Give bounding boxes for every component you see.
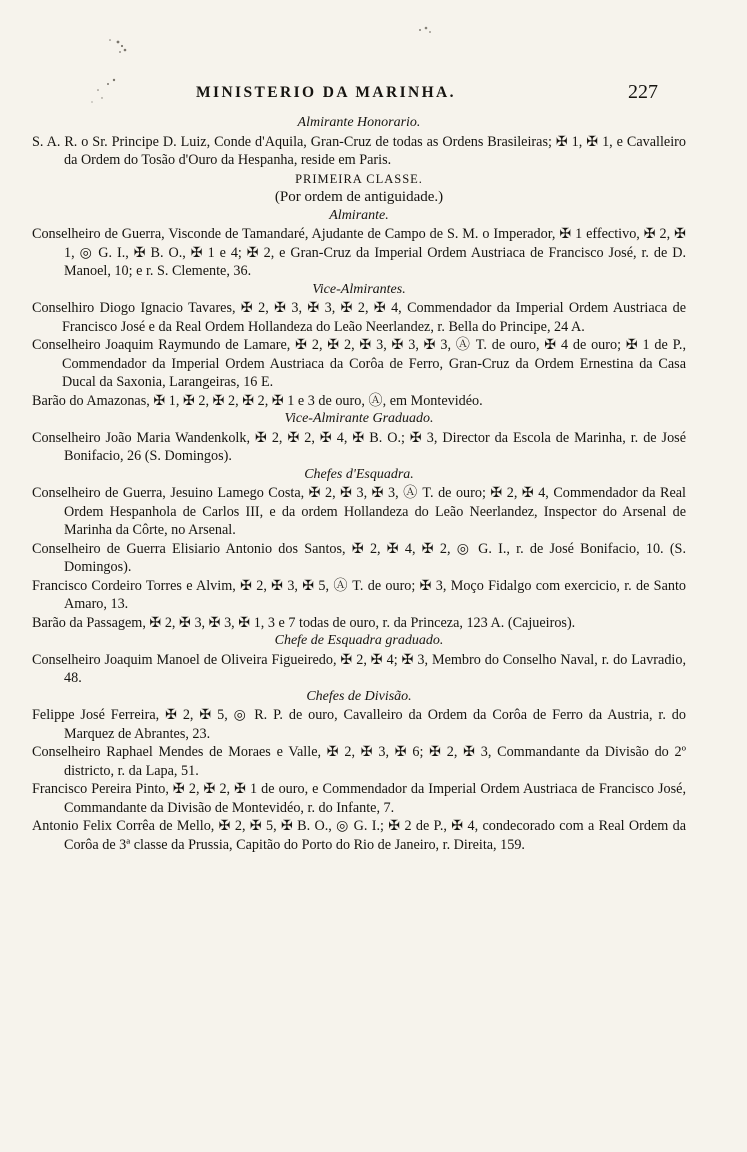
section-heading: Almirante Honorario. [297,115,421,130]
page-number: 227 [628,81,658,103]
page-header [0,81,747,108]
section-heading: Vice-Almirantes. [312,281,406,297]
list-entry: Conselheiro Joaquim Raymundo de Lamare, ✠ 2, ✠ 2, ✠ 3, ✠ 3, ✠ 3, Ⓐ T. de ouro, ✠ 4 de ouro; ✠ 1 de P., Commendador da Imperial Ordem Austriaca da Corôa de Ferro, Gran-Cruz da Ordem Ernestina da Casa Ducal da Saxonia, Larangeiras, 16 E. [32,337,686,390]
running-title: MINISTERIO DA MARINHA. [196,84,456,101]
page-body [32,114,686,854]
section-heading: Chefes de Divisão. [306,688,412,704]
list-entry: Barão da Passagem, ✠ 2, ✠ 3, ✠ 3, ✠ 1, 3 e 7 todas de ouro, r. da Princeza, 123 A. (Cajueiros). [32,614,576,631]
section-subheading: (Por ordem de antiguidade.) [274,189,444,205]
list-entry: Conselhiro Diogo Ignacio Tavares, ✠ 2, ✠ 3, ✠ 3, ✠ 2, ✠ 4, Commendador da Imperial Ordem Austriaca de Francisco José e da Real Ordem Hollandeza do Leão Neerlandez, r. Bella do Principe, 24 A. [32,300,686,335]
list-entry: Conselheiro de Guerra, Jesuino Lamego Costa, ✠ 2, ✠ 3, ✠ 3, Ⓐ T. de ouro; ✠ 2, ✠ 4, Commendador da Real Ordem Hespanhola de Carlos III, e da ordem Hollandeza do Leão Neerlandez, Inspector do Arsenal de Marinha da Côrte, no Arsenal. [32,485,686,538]
section-heading: PRIMEIRA CLASSE. [295,171,423,186]
section-heading: Vice-Almirante Graduado. [284,411,434,426]
list-entry: Francisco Pereira Pinto, ✠ 2, ✠ 2, ✠ 1 de ouro, e Commendador da Imperial Ordem Austriaca de Francisco José, Commandante da Divisão de Montevidéo, r. do Infante, 7. [32,781,686,816]
list-entry: Felippe José Ferreira, ✠ 2, ✠ 5, ◎ R. P. de ouro, Cavalleiro da Ordem da Corôa de Ferro da Austria, r. do Marquez de Abrantes, 23. [32,707,686,742]
list-entry: Francisco Cordeiro Torres e Alvim, ✠ 2, ✠ 3, ✠ 5, Ⓐ T. de ouro; ✠ 3, Moço Fidalgo com exercicio, r. de Santo Amaro, 13. [32,577,686,612]
list-entry: Conselheiro de Guerra Elisiario Antonio dos Santos, ✠ 2, ✠ 4, ✠ 2, ◎ G. I., r. de José Bonifacio, 10. (S. Domingos). [32,540,686,575]
section-heading: Chefes d'Esquadra. [304,466,414,482]
list-entry: Conselheiro João Maria Wandenkolk, ✠ 2, ✠ 2, ✠ 4, ✠ B. O.; ✠ 3, Director da Escola de Marinha, r. de José Bonifacio, 26 (S. Domingos). [32,429,686,464]
list-entry: Conselheiro de Guerra, Visconde de Tamandaré, Ajudante de Campo de S. M. o Imperador, ✠ 1 effectivo, ✠ 2, ✠ 1, ◎ G. I., ✠ B. O., ✠ 1 e 4; ✠ 2, e Gran-Cruz da Imperial Ordem Austriaca de Francisco José, r. de D. Manoel, 10; e r. S. Clemente, 36. [32,226,686,279]
list-entry: Conselheiro Joaquim Manoel de Oliveira Figueiredo, ✠ 2, ✠ 4; ✠ 3, Membro do Conselho Naval, r. do Lavradio, 48. [32,651,686,686]
list-entry: Antonio Felix Corrêa de Mello, ✠ 2, ✠ 5, ✠ B. O., ◎ G. I.; ✠ 2 de P., ✠ 4, condecorado com a Real Ordem da Corôa de 3ª classe da Prussia, Capitão do Porto do Rio de Janeiro, r. Direita, 159. [32,818,686,853]
ink-smudge-top-center [408,22,448,42]
section-heading: Almirante. [329,207,389,223]
list-entry: Conselheiro Raphael Mendes de Moraes e Valle, ✠ 2, ✠ 3, ✠ 6; ✠ 2, ✠ 3, Commandante da Divisão do 2º districto, r. da Lapa, 51. [32,744,686,779]
section-heading: Chefe de Esquadra graduado. [274,633,444,648]
list-entry: Barão do Amazonas, ✠ 1, ✠ 2, ✠ 2, ✠ 2, ✠ 1 e 3 de ouro, Ⓐ, em Montevidéo. [32,392,483,409]
list-entry: S. A. R. o Sr. Principe D. Luiz, Conde d'Aquila, Gran-Cruz de todas as Ordens Brasileiras; ✠ 1, ✠ 1, e Cavalleiro da Ordem do Tosão d'Ouro da Hespanha, reside em Paris. [32,133,686,168]
